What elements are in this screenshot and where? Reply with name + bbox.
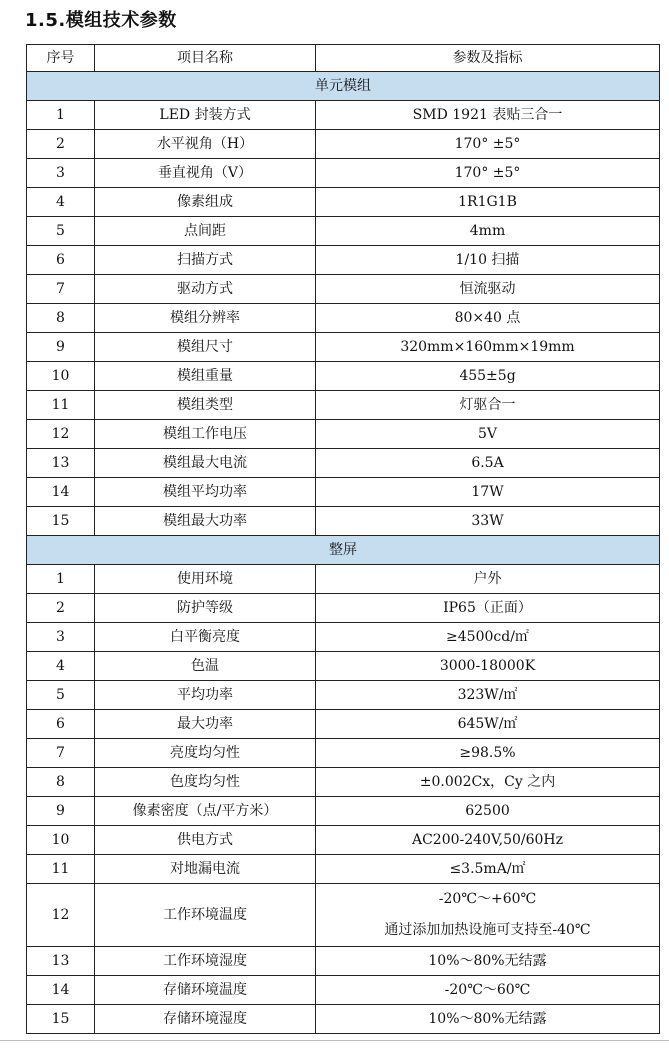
item-value: 645W/㎡: [316, 710, 660, 739]
item-name: 供电方式: [95, 826, 316, 855]
item-value: [316, 884, 660, 947]
spec-table: [26, 44, 660, 1034]
table-row: [27, 304, 660, 333]
item-name: 使用环境: [95, 565, 316, 594]
table-row: [27, 188, 660, 217]
item-value: 80×40 点: [316, 304, 660, 333]
row-number: 8: [27, 768, 95, 797]
table-row: [27, 565, 660, 594]
row-number: 11: [27, 855, 95, 884]
row-number: 13: [27, 449, 95, 478]
item-value: AC200-240V,50/60Hz: [316, 826, 660, 855]
spec-table-body: [27, 45, 660, 1034]
table-row: [27, 739, 660, 768]
item-name: 模组分辨率: [95, 304, 316, 333]
table-row: [27, 130, 660, 159]
table-row: [27, 159, 660, 188]
row-number: 6: [27, 710, 95, 739]
item-value: SMD 1921 表贴三合一: [316, 101, 660, 130]
item-name: 色度均匀性: [95, 768, 316, 797]
row-number: 4: [27, 188, 95, 217]
item-name: 存储环境湿度: [95, 1005, 316, 1034]
item-value: 户外: [316, 565, 660, 594]
table-row: [27, 1005, 660, 1034]
item-name: LED 封装方式: [95, 101, 316, 130]
item-value: 170° ±5°: [316, 159, 660, 188]
item-name: 像素密度（点/平方米）: [95, 797, 316, 826]
row-number: 15: [27, 507, 95, 536]
table-row: [27, 976, 660, 1005]
item-name: 色温: [95, 652, 316, 681]
column-header-name: 项目名称: [95, 45, 316, 72]
item-value: 4mm: [316, 217, 660, 246]
table-row: [27, 333, 660, 362]
section-heading: 1.5.模组技术参数: [25, 10, 177, 31]
item-name: 模组平均功率: [95, 478, 316, 507]
table-row: [27, 275, 660, 304]
item-value: ±0.002Cx，Cy 之内: [316, 768, 660, 797]
item-name: 工作环境温度: [95, 884, 316, 947]
item-name: 工作环境湿度: [95, 947, 316, 976]
page-bottom-divider: [0, 1040, 669, 1041]
item-value: 320mm×160mm×19mm: [316, 333, 660, 362]
table-row: [27, 623, 660, 652]
table-row: [27, 478, 660, 507]
row-number: 13: [27, 947, 95, 976]
item-value: ≤3.5mA/㎡: [316, 855, 660, 884]
column-header-no: 序号: [27, 45, 95, 72]
item-value: 5V: [316, 420, 660, 449]
row-number: 2: [27, 130, 95, 159]
row-number: 1: [27, 565, 95, 594]
item-name: 水平视角（H）: [95, 130, 316, 159]
item-value: 62500: [316, 797, 660, 826]
row-number: 3: [27, 623, 95, 652]
item-name: 模组类型: [95, 391, 316, 420]
item-value: 10%～80%无结露: [316, 1005, 660, 1034]
table-row: [27, 594, 660, 623]
row-number: 8: [27, 304, 95, 333]
row-number: 14: [27, 976, 95, 1005]
row-number: 10: [27, 362, 95, 391]
section-title: 整屏: [27, 536, 660, 565]
item-value: 455±5g: [316, 362, 660, 391]
item-value: 323W/㎡: [316, 681, 660, 710]
item-name: 模组工作电压: [95, 420, 316, 449]
row-number: 5: [27, 217, 95, 246]
table-row: [27, 826, 660, 855]
item-value: 33W: [316, 507, 660, 536]
table-row: [27, 420, 660, 449]
column-header-value: 参数及指标: [316, 45, 660, 72]
item-value: 17W: [316, 478, 660, 507]
item-name: 对地漏电流: [95, 855, 316, 884]
row-number: 6: [27, 246, 95, 275]
table-row: [27, 681, 660, 710]
item-value: ≥98.5%: [316, 739, 660, 768]
item-name: 亮度均匀性: [95, 739, 316, 768]
item-value: -20℃～60℃: [316, 976, 660, 1005]
item-value: 170° ±5°: [316, 130, 660, 159]
table-row: [27, 362, 660, 391]
row-number: 9: [27, 333, 95, 362]
item-name: 扫描方式: [95, 246, 316, 275]
item-value: 3000-18000K: [316, 652, 660, 681]
table-row: [27, 797, 660, 826]
table-row: [27, 391, 660, 420]
item-name: 防护等级: [95, 594, 316, 623]
item-value: IP65（正面）: [316, 594, 660, 623]
item-value: 10%～80%无结露: [316, 947, 660, 976]
item-name: 像素组成: [95, 188, 316, 217]
table-header-row: [27, 45, 660, 72]
table-row: [27, 855, 660, 884]
table-row: [27, 449, 660, 478]
item-value-note: 通过添加加热设施可支持至-40℃: [384, 922, 591, 938]
table-row: [27, 947, 660, 976]
table-row: [27, 101, 660, 130]
table-row: [27, 652, 660, 681]
row-number: 5: [27, 681, 95, 710]
item-value: 6.5A: [316, 449, 660, 478]
row-number: 7: [27, 739, 95, 768]
item-name: 存储环境温度: [95, 976, 316, 1005]
item-value: ≥4500cd/㎡: [316, 623, 660, 652]
item-name: 驱动方式: [95, 275, 316, 304]
table-row: [27, 507, 660, 536]
row-number: 4: [27, 652, 95, 681]
row-number: 10: [27, 826, 95, 855]
section-title: 单元模组: [27, 72, 660, 101]
section-header-row: [27, 536, 660, 565]
item-value-line: -20℃～+60℃: [438, 891, 537, 907]
row-number: 2: [27, 594, 95, 623]
item-name: 白平衡亮度: [95, 623, 316, 652]
item-name: 模组最大功率: [95, 507, 316, 536]
item-value: 灯驱合一: [316, 391, 660, 420]
table-row: [27, 217, 660, 246]
row-number: 12: [27, 420, 95, 449]
item-name: 平均功率: [95, 681, 316, 710]
item-name: 模组重量: [95, 362, 316, 391]
item-value: 1/10 扫描: [316, 246, 660, 275]
item-name: 模组最大电流: [95, 449, 316, 478]
row-number: 12: [27, 884, 95, 947]
row-number: 7: [27, 275, 95, 304]
row-number: 11: [27, 391, 95, 420]
section-header-row: [27, 72, 660, 101]
row-number: 3: [27, 159, 95, 188]
item-value: 恒流驱动: [316, 275, 660, 304]
row-number: 9: [27, 797, 95, 826]
row-number: 1: [27, 101, 95, 130]
table-row: [27, 768, 660, 797]
item-value: 1R1G1B: [316, 188, 660, 217]
item-name: 点间距: [95, 217, 316, 246]
item-name: 垂直视角（V）: [95, 159, 316, 188]
row-number: 14: [27, 478, 95, 507]
row-number: 15: [27, 1005, 95, 1034]
item-name: 模组尺寸: [95, 333, 316, 362]
table-row: [27, 710, 660, 739]
table-row: [27, 246, 660, 275]
table-row: [27, 884, 660, 947]
item-name: 最大功率: [95, 710, 316, 739]
